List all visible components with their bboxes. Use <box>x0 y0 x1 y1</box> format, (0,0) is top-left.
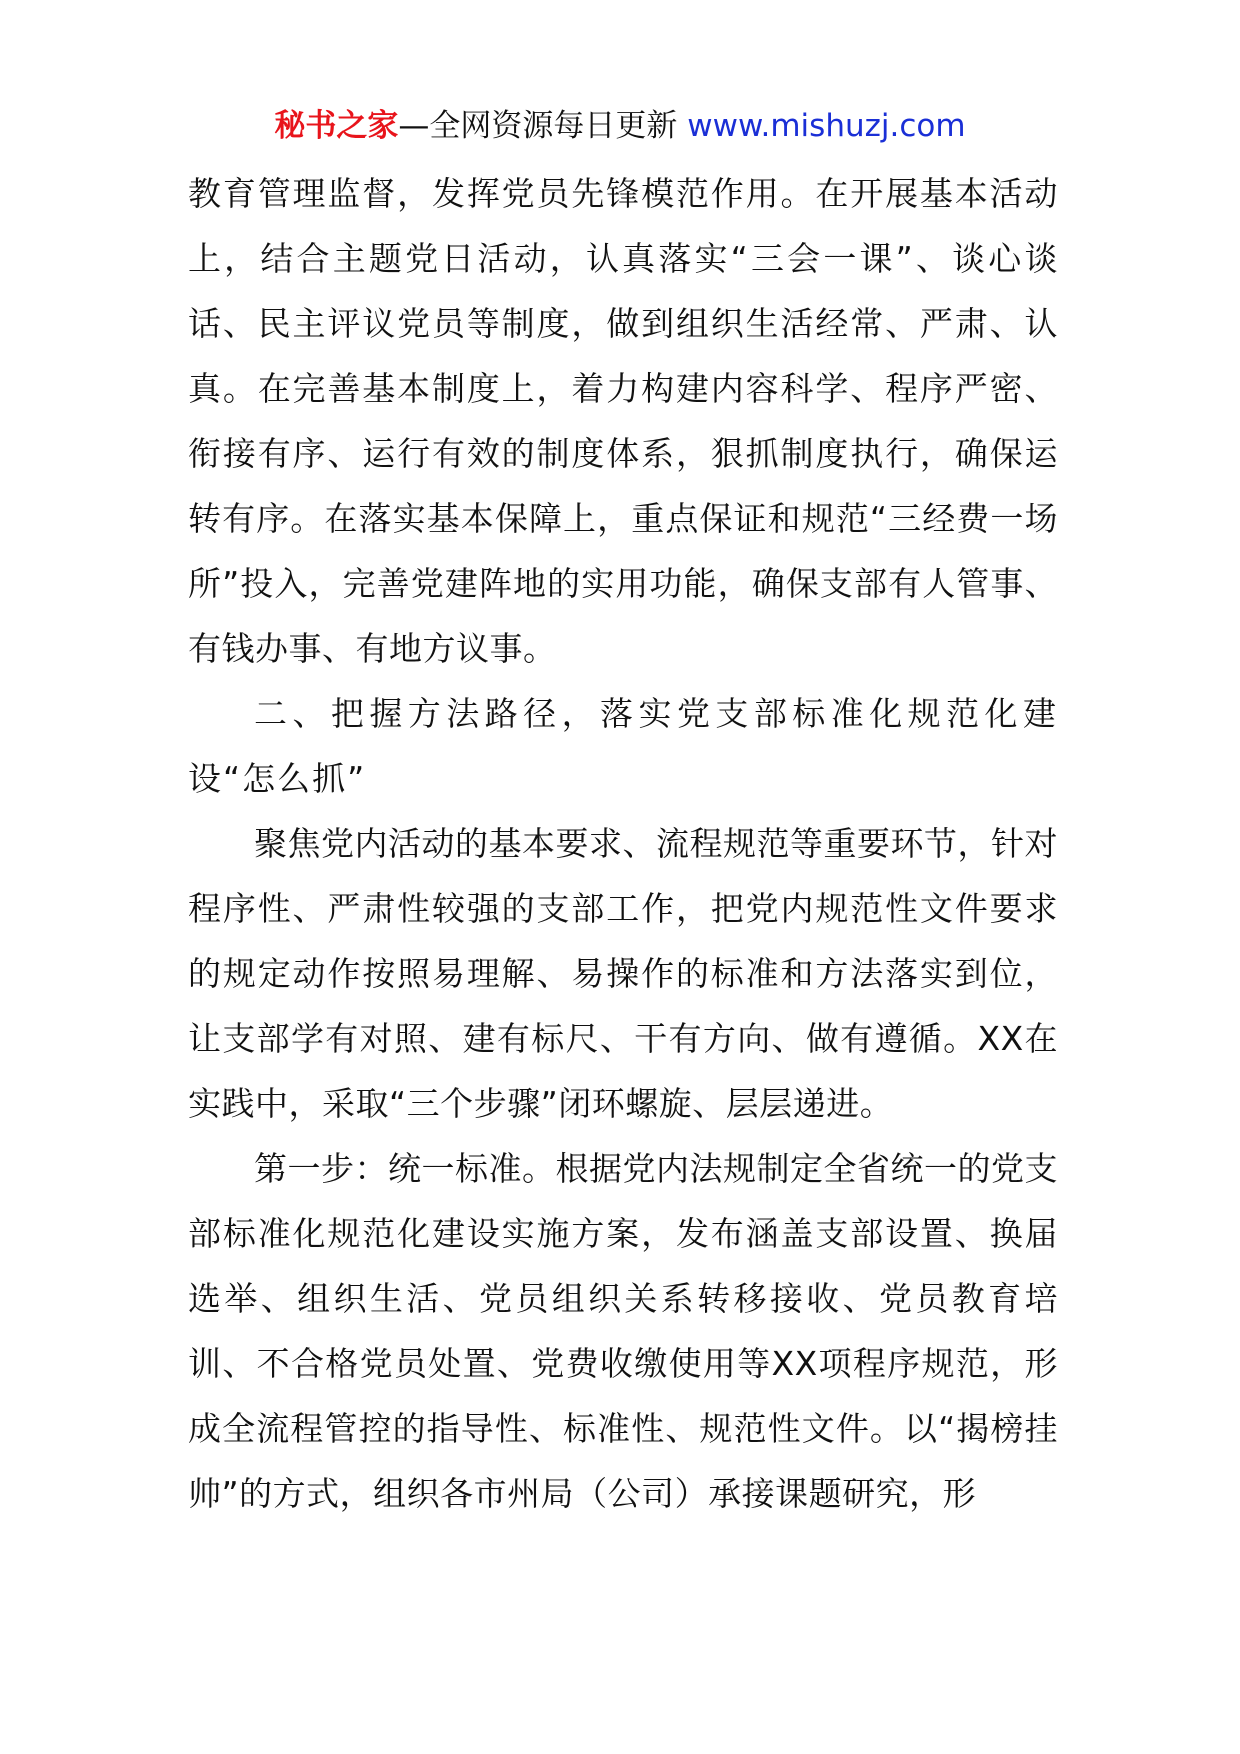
paragraph: 第一步：统一标准。根据党内法规制定全省统一的党支部标准化规范化建设实施方案，发布涵盖支部设置、换届选举、组织生活、党员组织关系转移接收、党员教育培训、不合格党员处置、党费收缴使用等XX项程序规范，形成全流程管控的指导性、标准性、规范性文件。以“揭榜挂帅”的方式，组织各市州局（公司）承接课题研究，形 <box>188 1149 1058 1513</box>
site-brand: 秘书之家 <box>274 108 399 144</box>
document-body <box>188 161 1058 1526</box>
section-heading: 二、把握方法路径，落实党支部标准化规范化建设“怎么抓” <box>188 694 1058 798</box>
site-header <box>0 96 1240 156</box>
site-url-link[interactable]: www.mishuzj.com <box>687 108 966 144</box>
paragraph: 聚焦党内活动的基本要求、流程规范等重要环节，针对程序性、严肃性较强的支部工作，把党内规范性文件要求的规定动作按照易理解、易操作的标准和方法落实到位，让支部学有对照、建有标尺、干有方向、做有遵循。XX在实践中，采取“三个步骤”闭环螺旋、层层递进。 <box>188 824 1058 1123</box>
paragraph-continuation: 教育管理监督，发挥党员先锋模范作用。在开展基本活动上，结合主题党日活动，认真落实“三会一课”、谈心谈话、民主评议党员等制度，做到组织生活经常、严肃、认真。在完善基本制度上，着力构建内容科学、程序严密、衔接有序、运行有效的制度体系，狠抓制度执行，确保运转有序。在落实基本保障上，重点保证和规范“三经费一场所”投入，完善党建阵地的实用功能，确保支部有人管事、有钱办事、有地方议事。 <box>188 174 1058 668</box>
site-tagline: —全网资源每日更新 <box>398 108 678 144</box>
